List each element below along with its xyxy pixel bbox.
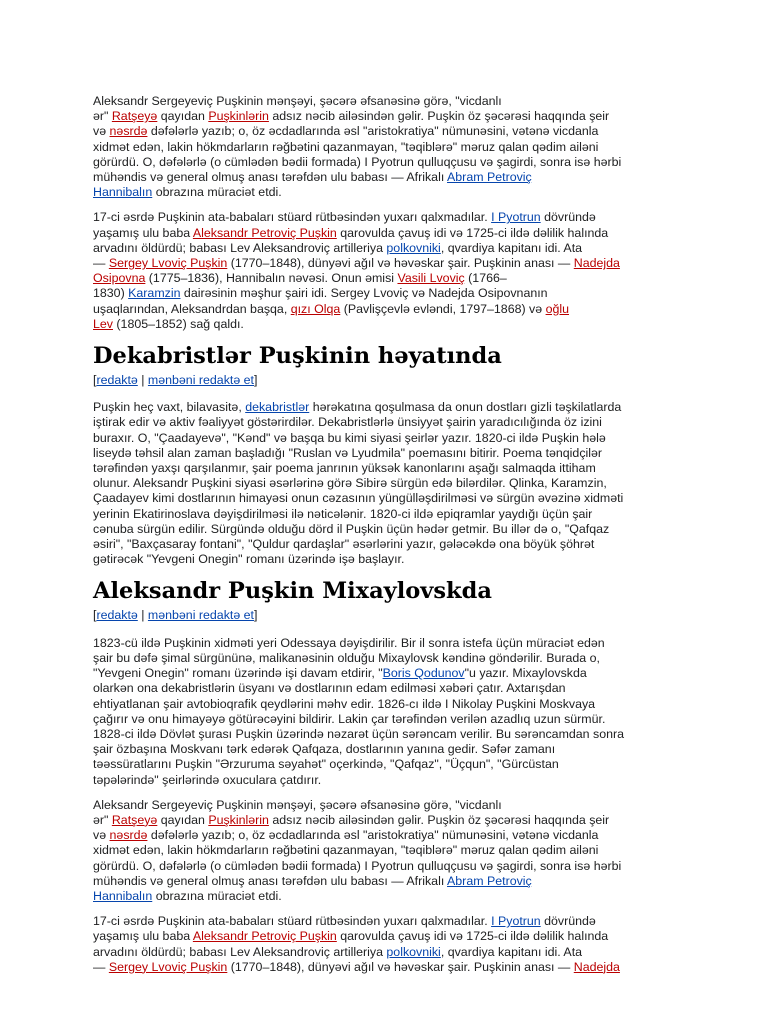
text-segment: (1766– — [464, 271, 507, 286]
text-line — [93, 170, 678, 185]
text-segment: — — [93, 959, 109, 974]
text-segment: yerinin Ekatirinoslava dəyişdirilməsi ilə nəticələnir. 1820-ci ildə epiqramlar yaydığı üçün şair — [93, 506, 593, 521]
paragraph — [93, 94, 678, 200]
text-line — [93, 522, 678, 537]
text-line — [93, 874, 678, 889]
text-line — [93, 302, 678, 317]
text-segment: dairəsinin məşhur şairi idi. Sergey Lvoviç və Nadejda Osipovnanın — [180, 286, 548, 301]
text-line — [93, 476, 678, 491]
text-segment: və — [93, 124, 110, 139]
text-line — [93, 507, 678, 522]
text-line — [93, 400, 678, 415]
missing-article-link[interactable]: Puşkinlərin — [208, 812, 269, 827]
text-segment: dövründə — [540, 210, 596, 225]
paragraph — [93, 400, 678, 567]
text-line — [93, 859, 678, 874]
article-link[interactable]: dekabristlər — [245, 400, 310, 415]
text-segment: Aleksandr Sergeyeviç Puşkinin mənşəyi, şəcərə əfsanəsinə görə, "vicdanlı — [93, 797, 502, 812]
text-segment: , qvardiya kapitanı idi. Ata — [440, 240, 583, 255]
bracket-open: [ — [93, 373, 97, 388]
text-segment: cənuba sürgün edilir. Sürgündə olduğu dörd il Puşkin üçün hədər getmir. Bu illər də o, "Qafqaz — [93, 521, 610, 536]
article-link[interactable]: polkovniki — [386, 944, 441, 959]
text-line — [93, 666, 678, 681]
article-link[interactable]: I Pyotrun — [491, 914, 541, 929]
paragraph — [93, 210, 678, 332]
text-segment: (1805–1852) sağ qaldı. — [112, 316, 244, 331]
article-link[interactable]: polkovniki — [386, 240, 441, 255]
text-segment: görürdü. O, dəfələrlə (o cümlədən bədii formada) I Pyotrun qulluqçusu və şagirdi, sonra isə hərbi — [93, 858, 622, 873]
text-segment: hərəkatına qoşulmasa da onun dostları gizli təşkilatlarda — [309, 400, 622, 415]
missing-article-link[interactable]: Lev — [93, 316, 113, 331]
text-segment: iştirak edir və aktiv fəaliyyət göstərirdilər. Dekabristlərlə ünsiyyət şairin yaradıcılığında öz izini — [93, 415, 602, 430]
text-segment: (1770–1848), dünyəvi ağıl və həvəskar şair. Puşkinin anası — — [227, 256, 574, 271]
text-segment: Aleksandr Sergeyeviç Puşkinin mənşəyi, şəcərə əfsanəsinə görə, "vicdanlı — [93, 94, 502, 108]
missing-article-link[interactable]: Aleksandr Petroviç Puşkin — [192, 225, 337, 240]
text-line — [93, 256, 678, 271]
text-line — [93, 828, 678, 843]
text-segment: yaşamış ulu baba — [93, 929, 193, 944]
text-segment: Puşkin heç vaxt, bilavasitə, — [93, 400, 246, 415]
text-line — [93, 537, 678, 552]
text-segment: əsiri", "Baxçasaray fontani", "Quldur qardaşlar" əsərlərini yazır, gələcəkdə ona böyük şöhrət — [93, 537, 595, 552]
text-segment: Çaadayev kimi dostlarının himayəsi onun cəzasının yüngülləşdirilməsi və sürgün əvəzinə xidməti — [93, 491, 624, 506]
text-line — [93, 210, 678, 225]
text-line — [93, 843, 678, 858]
text-line — [93, 140, 678, 155]
bracket-close: ] — [254, 373, 258, 388]
missing-article-link[interactable]: Osipovna — [93, 271, 146, 286]
text-segment: (1775–1836), Hannibalın nəvəsi. Onun əmisi — [145, 271, 398, 286]
text-segment: dövründə — [540, 914, 596, 929]
text-segment: arvadını öldürdü; babası Lev Aleksandroviç artilleriya — [93, 944, 387, 959]
text-segment: dəfələrlə yazıb; o, öz əcdadlarında əsl "aristokratiya" nümunəsini, vətənə vicdanla — [147, 828, 599, 843]
text-segment: qayıdan — [157, 109, 209, 124]
missing-article-link[interactable]: Ratşeyə — [111, 109, 158, 124]
text-segment: olunur. Aleksandr Puşkini siyasi əsərlərinə görə Sibirə sürgün edə bilərdilər. Qlinka, Karamzin, — [93, 476, 607, 491]
text-segment: görürdü. O, dəfələrlə (o cümlədən bədii formada) I Pyotrun qulluqçusu və şagirdi, sonra isə hərbi — [93, 154, 622, 169]
text-segment: və — [93, 828, 110, 843]
text-segment: xidmət edən, lakin hökmdarların rəğbətini qazanmayan, "təqiblərə" məruz qalan qədim ailəni — [93, 843, 599, 858]
article-content — [93, 94, 678, 985]
text-segment: yaşamış ulu baba — [93, 225, 193, 240]
text-line — [93, 914, 678, 929]
text-segment: ehtiyatlanan şair avtobioqrafik qeydlərini məhv edir. 1826-cı ildə I Nikolay Puşkini Moskvaya — [93, 696, 596, 711]
edit-links — [93, 373, 678, 388]
text-segment: (Pavlişçevlə evləndi, 1797–1868) və — [340, 301, 546, 316]
edit-source-link[interactable]: mənbəni redaktə et — [147, 373, 254, 388]
text-segment: 1823-cü ildə Puşkinin xidməti yeri Odessaya dəyişdirilir. Bir il sonra istefa üçün müraciət edən — [93, 635, 605, 650]
missing-article-link[interactable]: Sergey Lvoviç Puşkin — [108, 256, 228, 271]
section-heading: Aleksandr Puşkin Mixaylovskda — [93, 578, 492, 605]
text-line — [93, 757, 678, 772]
text-line — [93, 960, 678, 975]
edit-links — [93, 608, 678, 623]
missing-article-link[interactable]: qızı Olqa — [290, 301, 341, 316]
text-line — [93, 461, 678, 476]
text-line — [93, 697, 678, 712]
paragraph — [93, 636, 678, 788]
text-segment: çağırır və onu himayəyə götürəcəyini bildirir. Lakin çar tərəfindən verilən azadlıq uzun sürmür. — [93, 711, 606, 726]
text-segment: "Yevgeni Onegin" romanı üzərində işi davam etdirir, " — [93, 666, 383, 681]
text-segment: — — [93, 256, 109, 271]
text-segment: olarkən ona dekabristlərin üsyanı və dostlarının edam edilməsi xəbəri çatır. Axtarışdan — [93, 681, 566, 696]
text-segment: buraxır. O, "Çaadayevə", "Kənd" və başqa bu kimi siyasi şeirlər yazır. 1820-ci ildə Puşkin hələ — [93, 430, 606, 445]
section-heading: Dekabristlər Puşkinin həyatında — [93, 343, 502, 370]
text-line — [93, 945, 678, 960]
text-segment: adsız nəcib ailəsindən gəlir. Puşkin öz şəcərəsi haqqında şeir — [268, 812, 610, 827]
text-segment: gətirəcək "Yevgeni Onegin" romanı üzərində işə başlayır. — [93, 552, 405, 567]
text-line — [93, 317, 678, 332]
text-line — [93, 415, 678, 430]
article-link[interactable]: Karamzin — [128, 286, 181, 301]
edit-link[interactable]: redaktə — [96, 608, 138, 623]
text-line — [93, 431, 678, 446]
text-line — [93, 226, 678, 241]
text-line — [93, 813, 678, 828]
text-line — [93, 552, 678, 567]
text-line — [93, 155, 678, 170]
text-line — [93, 185, 678, 200]
text-segment: mühəndis və general olmuş anası tərəfdən ulu babası — Afrikalı — [93, 170, 448, 185]
text-segment: adsız nəcib ailəsindən gəlir. Puşkin öz şəcərəsi haqqında şeir — [268, 109, 610, 124]
text-line — [93, 446, 678, 461]
text-line — [93, 491, 678, 506]
missing-article-link[interactable]: nəsrdə — [109, 124, 148, 139]
text-segment: "u yazır. Mixaylovskda — [464, 666, 587, 681]
paragraph — [93, 798, 678, 904]
text-line — [93, 712, 678, 727]
text-segment: qayıdan — [157, 812, 209, 827]
text-segment: qarovulda çavuş idi və 1725-ci ildə dəlilik halında — [336, 929, 609, 944]
missing-article-link[interactable]: Ratşeyə — [111, 812, 158, 827]
missing-article-link[interactable]: oğlu — [545, 301, 570, 316]
missing-article-link[interactable]: Sergey Lvoviç Puşkin — [108, 959, 228, 974]
text-line — [93, 636, 678, 651]
article-link[interactable]: Abram Petroviç — [447, 170, 532, 185]
article-link[interactable]: Abram Petroviç — [447, 873, 532, 888]
text-line — [93, 94, 678, 109]
missing-article-link[interactable]: Nadejda — [573, 256, 620, 271]
text-line — [93, 651, 678, 666]
text-segment: dəfələrlə yazıb; o, öz əcdadlarında əsl "aristokratiya" nümunəsini, vətənə vicdanla — [147, 124, 599, 139]
article-link[interactable]: Boris Qodunov — [382, 666, 465, 681]
missing-article-link[interactable]: Nadejda — [573, 959, 620, 974]
text-segment: şair bu dəfə şimal sürgününə, malikanəsinin olduğu Mixaylovsk kəndinə göndərilir. Burada o, — [93, 650, 600, 665]
text-line — [93, 773, 678, 788]
text-segment: arvadını öldürdü; babası Lev Aleksandroviç artilleriya — [93, 240, 387, 255]
text-segment: ər" — [93, 812, 112, 827]
article-link[interactable]: I Pyotrun — [491, 210, 541, 225]
text-segment: şair özbaşına Moskvanı tərk edərək Qafqaza, dostlarının yanına gedir. Səfər zamanı — [93, 742, 556, 757]
article-link[interactable]: Hannibalın — [93, 888, 153, 903]
text-segment: 1828-ci ildə Dövlət şurası Puşkin üzərində nəzarət üçün sərəncam verilir. Bu sərəncamdan sonra — [93, 726, 624, 741]
text-line — [93, 286, 678, 301]
text-segment: 17-ci əsrdə Puşkinin ata-babaları stüard rütbəsindən yuxarı qalxmadılar. — [93, 914, 492, 929]
text-line — [93, 681, 678, 696]
article-link[interactable]: Hannibalın — [93, 185, 153, 200]
text-segment: ər" — [93, 109, 112, 124]
edit-source-link[interactable]: mənbəni redaktə et — [147, 608, 254, 623]
paragraph — [93, 914, 678, 975]
text-segment: obrazına müraciət etdi. — [152, 888, 282, 903]
text-segment: təpələrində" şeirlərində oxuculara çatdırır. — [93, 772, 322, 787]
missing-article-link[interactable]: Vasili Lvoviç — [397, 271, 465, 286]
text-line — [93, 271, 678, 286]
text-segment: uşaqlarından, Aleksandrdan başqa, — [93, 301, 291, 316]
edit-link[interactable]: redaktə — [96, 373, 138, 388]
missing-article-link[interactable]: Puşkinlərin — [208, 109, 269, 124]
text-segment: 17-ci əsrdə Puşkinin ata-babaları stüard rütbəsindən yuxarı qalxmadılar. — [93, 210, 492, 225]
text-segment: mühəndis və general olmuş anası tərəfdən ulu babası — Afrikalı — [93, 873, 448, 888]
text-segment: xidmət edən, lakin hökmdarların rəğbətini qazanmayan, "təqiblərə" məruz qalan qədim ailəni — [93, 139, 599, 154]
missing-article-link[interactable]: Aleksandr Petroviç Puşkin — [192, 929, 337, 944]
text-segment: obrazına müraciət etdi. — [152, 185, 282, 200]
text-segment: qarovulda çavuş idi və 1725-ci ildə dəlilik halında — [336, 225, 609, 240]
text-segment: (1770–1848), dünyəvi ağıl və həvəskar şair. Puşkinin anası — — [227, 959, 574, 974]
text-line — [93, 109, 678, 124]
text-line — [93, 798, 678, 813]
text-segment: təəssüratlarını Puşkin "Ərzuruma səyahət" oçerkində, "Qafqaz", "Üçqun", "Gürcüstan — [93, 757, 559, 772]
text-line — [93, 241, 678, 256]
missing-article-link[interactable]: nəsrdə — [109, 828, 148, 843]
text-segment: 1830) — [93, 286, 129, 301]
text-line — [93, 889, 678, 904]
text-line — [93, 727, 678, 742]
text-segment: tərəfindən yaxşı qarşılanmır, şair poema janrının yüksək kanonlarını aşağı salmaqda ittiham — [93, 461, 596, 476]
edit-separator: | — [141, 373, 145, 388]
text-line — [93, 124, 678, 139]
bracket-open: [ — [93, 608, 97, 623]
text-segment: liseydə təhsil alan zaman başladığı "Ruslan və Lyudmila" poemasını bitirir. Poema tənqidçilər — [93, 445, 603, 460]
bracket-close: ] — [254, 608, 258, 623]
text-line — [93, 742, 678, 757]
edit-separator: | — [141, 608, 145, 623]
text-line — [93, 929, 678, 944]
text-segment: , qvardiya kapitanı idi. Ata — [440, 944, 583, 959]
